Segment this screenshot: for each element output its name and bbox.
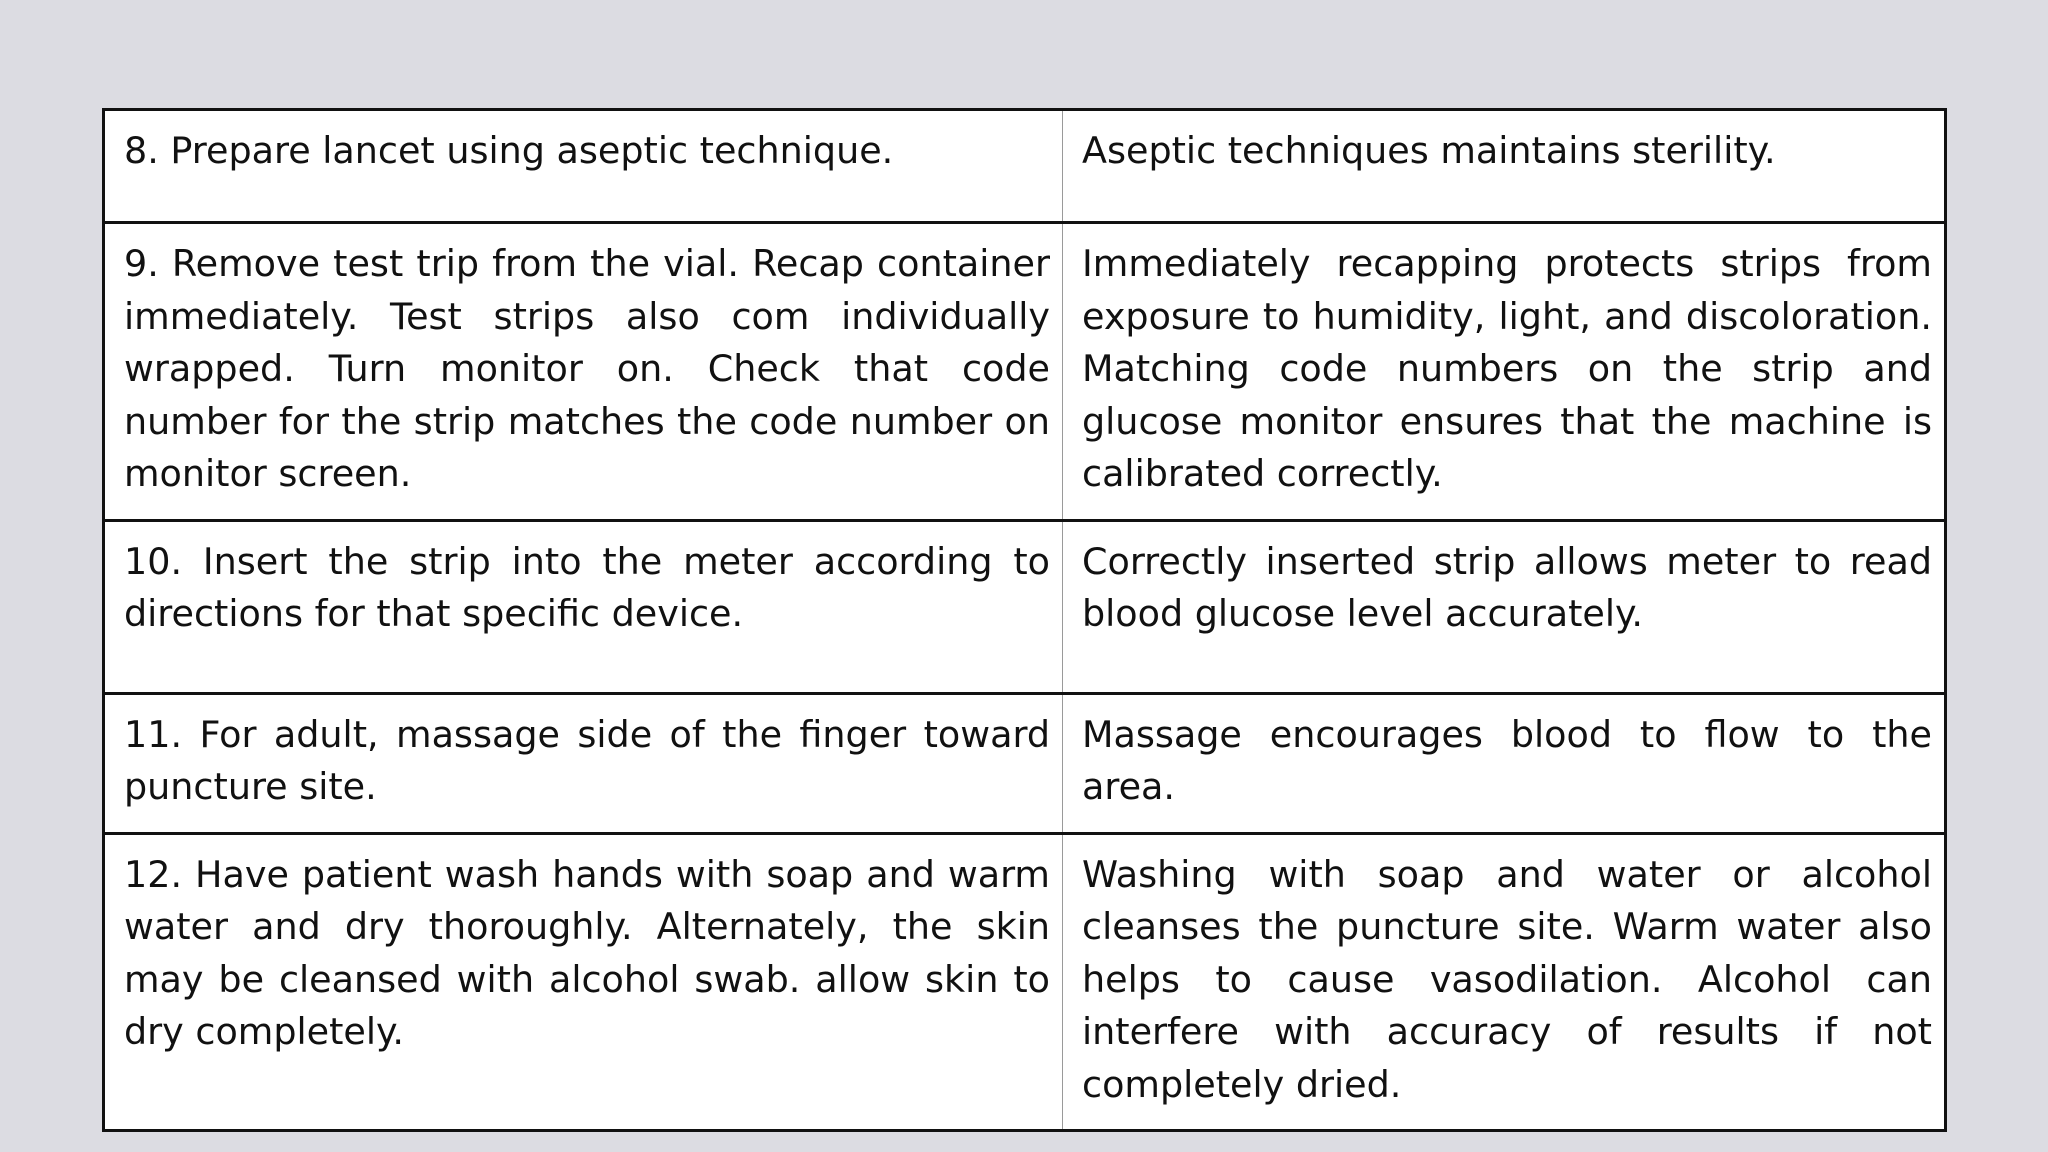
step-cell: 11. For adult, massage side of the finger toward puncture site. (104, 693, 1063, 833)
table-row (104, 223, 1946, 521)
table-row (104, 520, 1946, 693)
procedure-rationale-table (102, 108, 1947, 1132)
step-cell: 8. Prepare lancet using aseptic technique. (104, 110, 1063, 223)
rationale-cell: Immediately recapping protects strips from exposure to humidity, light, and discoloration. Matching code numbers on the strip and glucose monitor ensures that the machine is calibrated correctly. (1063, 223, 1946, 521)
table-row (104, 833, 1946, 1131)
step-cell: 12. Have patient wash hands with soap and warm water and dry thoroughly. Alternately, the skin may be cleansed with alcohol swab. allow skin to dry completely. (104, 833, 1063, 1131)
rationale-cell: Aseptic techniques maintains sterility. (1063, 110, 1946, 223)
rationale-cell: Correctly inserted strip allows meter to read blood glucose level accurately. (1063, 520, 1946, 693)
step-cell: 9. Remove test trip from the vial. Recap container immediately. Test strips also com individually wrapped. Turn monitor on. Check that code number for the strip matches the code number on monitor screen. (104, 223, 1063, 521)
rationale-cell: Washing with soap and water or alcohol cleanses the puncture site. Warm water also helps to cause vasodilation. Alcohol can interfere with accuracy of results if not completely dried. (1063, 833, 1946, 1131)
step-cell: 10. Insert the strip into the meter according to directions for that specific device. (104, 520, 1063, 693)
table-row (104, 693, 1946, 833)
rationale-cell: Massage encourages blood to flow to the area. (1063, 693, 1946, 833)
table-row (104, 110, 1946, 223)
